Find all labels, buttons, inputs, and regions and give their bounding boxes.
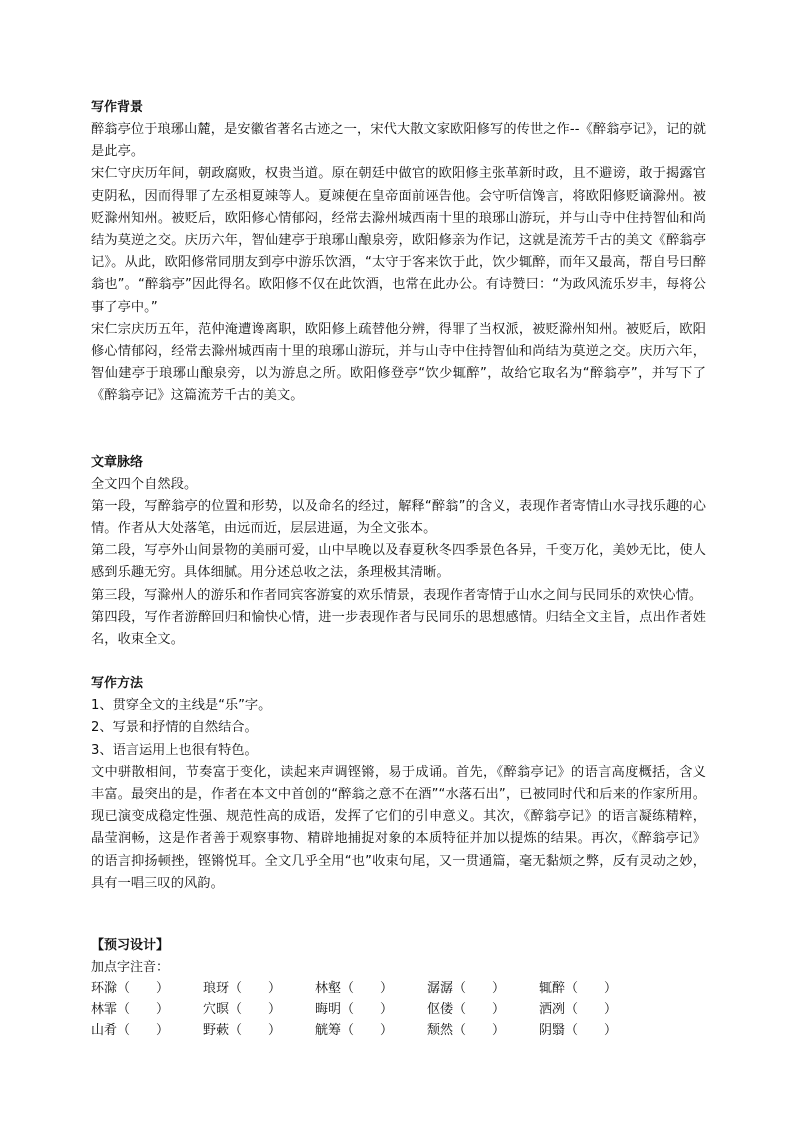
method-point-1: 1、贯穿全文的主线是“乐”字。 bbox=[91, 698, 272, 714]
background-paragraph-2: 宋仁守庆历年间，朝政腐败，权贵当道。原在朝廷中做官的欧阳修主张革新时政，且不避谤，敢于揭露官吏阴私，因而得罪了左丞相夏竦等人。夏竦便在皇帝面前诬告他。会守听信馋言，将欧阳修贬谪滁州。被贬滁州知州。被贬后，欧阳修心情郁闷，经常去滁州城西南十里的琅琊山游玩，并与山寺中住持智仙和尚结为莫逆之交。庆历六年，智仙建亭于琅琊山酿泉旁，欧阳修亲为作记，这就是流芳千古的美文《醉翁亭记》。从此，欧阳修常同朋友到亭中游乐饮酒，“太守于客来饮于此，饮少辄醉，而年又最高，帮自号曰醉翁也”。“醉翁亭”因此得名。欧阳修不仅在此饮酒，也常在此办公。有诗赞曰：“为政风流乐岁丰，每将公事了亭中。” bbox=[91, 166, 706, 315]
structure-paragraph-3: 第二段，写亭外山间景物的美丽可爱，山中早晚以及春夏秋冬四季景色各异，千变万化，美妙无比，使人感到乐趣无穷。具体细腻。用分述总收之法，条理极其清晰。 bbox=[91, 543, 706, 581]
exercise-item: 潺潺（ ） bbox=[427, 981, 506, 997]
exercise-item: 辄醉（ ） bbox=[539, 981, 618, 997]
background-paragraph-1: 醉翁亭位于琅琊山麓，是安徽省著名古迹之一，宋代大散文家欧阳修写的传世之作--《醉翁亭记》，记的就是此亭。 bbox=[91, 122, 706, 160]
method-paragraph: 文中骈散相间，节奏富于变化，读起来声调铿锵，易于成诵。首先，《醉翁亭记》的语言高度概括，含义丰富。最突出的是，作者在本文中首创的“醉翁之意不在酒”“水落石出”，已被同时代和后来的作家所用。现已演变成稳定性强、规范性高的成语，发挥了它们的引申意义。其次，《醉翁亭记》的语言凝练精粹，晶莹润畅，这是作者善于观察事物、精辟地捕捉对象的本质特征并加以提炼的结果。再次，《醉翁亭记》的语言抑扬顿挫，铿锵悦耳。全文几乎全用“也”收束句尾，又一贯通篇，毫无黏烦之弊，反有灵动之妙，具有一唱三叹的风韵。 bbox=[91, 764, 706, 891]
exercise-item: 环滁（ ） bbox=[91, 981, 170, 997]
section-spacer bbox=[91, 408, 706, 452]
section-spacer bbox=[91, 651, 706, 673]
structure-paragraph-4: 第三段，写滁州人的游乐和作者同宾客游宴的欢乐情景，表现作者寄情于山水之间与民同乐的欢快心情。 bbox=[91, 587, 703, 603]
structure-heading: 文章脉络 bbox=[91, 454, 144, 470]
structure-paragraph-2: 第一段，写醉翁亭的位置和形势，以及命名的经过，解释“醉翁”的含义，表现作者寄情山水寻找乐趣的心情。作者从大处落笔，由远而近，层层进逼，为全文张本。 bbox=[91, 498, 706, 537]
preview-subtitle: 加点字注音： bbox=[91, 960, 170, 976]
background-heading: 写作背景 bbox=[91, 100, 144, 115]
exercise-item: 颓然（ ） bbox=[427, 1023, 506, 1039]
exercise-item: 伛偻（ ） bbox=[427, 1002, 506, 1018]
method-point-3: 3、语言运用上也很有特色。 bbox=[91, 742, 258, 758]
structure-paragraph-1: 全文四个自然段。 bbox=[91, 476, 198, 492]
exercise-item: 林霏（ ） bbox=[91, 1002, 170, 1018]
exercise-item: 阴翳（ ） bbox=[539, 1023, 618, 1039]
section-spacer bbox=[91, 895, 706, 935]
exercise-item: 穴暝（ ） bbox=[203, 1002, 282, 1018]
exercise-item: 晦明（ ） bbox=[315, 1002, 394, 1018]
exercise-item: 觥筹（ ） bbox=[315, 1023, 394, 1039]
exercise-item: 林壑（ ） bbox=[315, 981, 394, 997]
exercise-item: 野蔌（ ） bbox=[203, 1023, 282, 1039]
method-point-2: 2、写景和抒情的自然结合。 bbox=[91, 720, 258, 736]
document-page bbox=[91, 97, 706, 1041]
preview-title: 【预习设计】 bbox=[91, 938, 170, 954]
method-heading: 写作方法 bbox=[91, 676, 144, 692]
exercise-item: 琅玡（ ） bbox=[203, 981, 282, 997]
exercise-item: 山肴（ ） bbox=[91, 1023, 170, 1039]
pinyin-exercise-grid bbox=[91, 978, 706, 1041]
exercise-item: 洒冽（ ） bbox=[539, 1002, 618, 1018]
structure-paragraph-5: 第四段，写作者游醉回归和愉快心情，进一步表现作者与民同乐的思想感情。归结全文主旨，点出作者姓名，收束全文。 bbox=[91, 609, 706, 648]
background-paragraph-3: 宋仁宗庆历五年，范仲淹遭谗离职，欧阳修上疏替他分辨，得罪了当权派，被贬滁州知州。被贬后，欧阳修心情郁闷，经常去滁州城西南十里的琅琊山游玩，并与山寺中住持智仙和尚结为莫逆之交。庆历六年，智仙建亭于琅琊山酿泉旁，以为游息之所。欧阳修登亭“饮少辄醉”，故给它取名为“醉翁亭”，并写下了《醉翁亭记》这篇流芳千古的美文。 bbox=[91, 321, 706, 404]
